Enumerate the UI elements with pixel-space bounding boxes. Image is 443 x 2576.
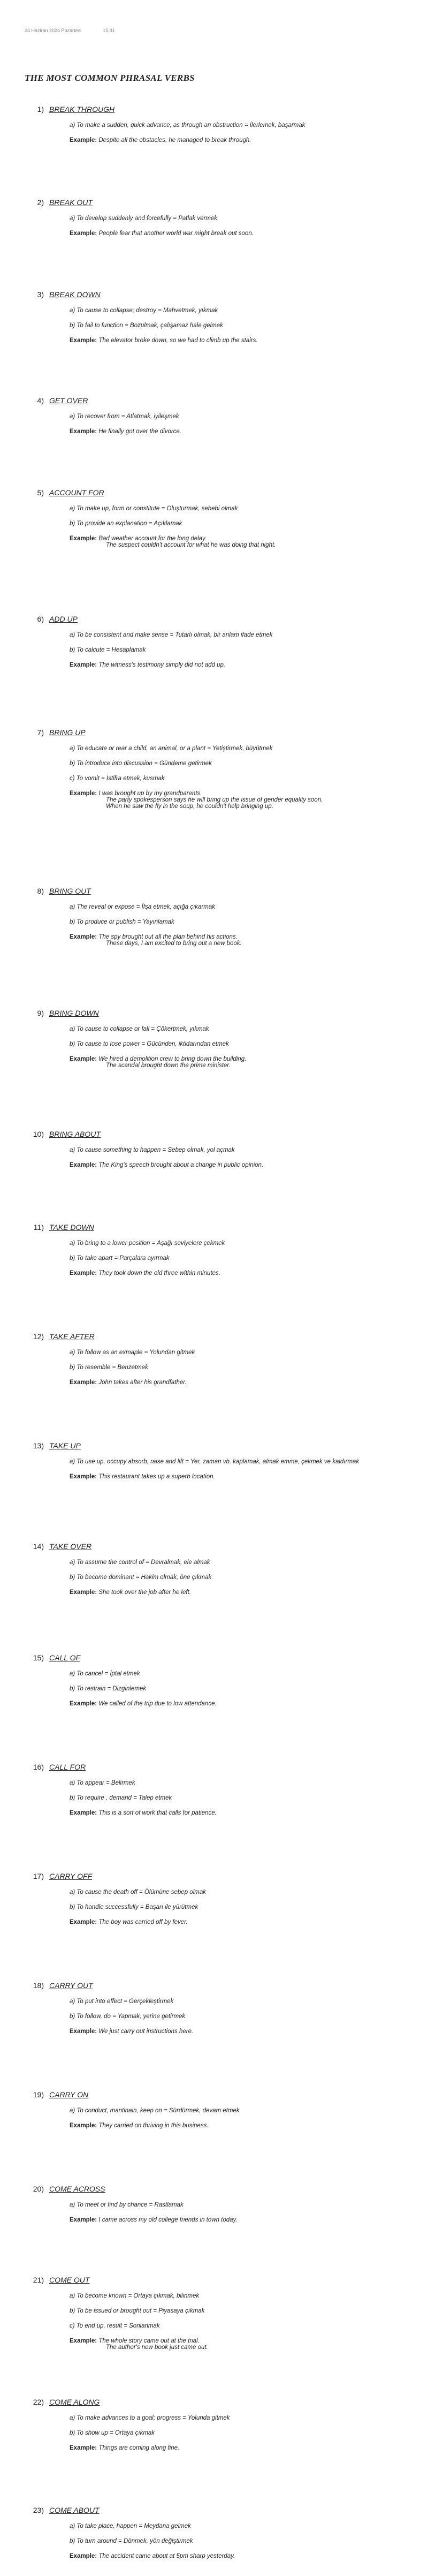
entry-number: 17) <box>33 1872 44 1880</box>
entry-number: 1) <box>37 105 44 114</box>
entry-heading <box>29 396 418 405</box>
entry-definition: a) To recover from = Atlatmak, iyileşmek <box>70 413 179 420</box>
entry-definition: a) To make a sudden, quick advance, as through an obstruction = İlerlemek, başarmak <box>70 122 305 129</box>
phrasal-verb-entry <box>25 1009 418 1069</box>
entry-definition: a) To assume the control of = Devralmak, ele almak <box>70 1559 210 1566</box>
entry-verb: COME ABOUT <box>49 2506 100 2514</box>
example-label: Example: <box>70 1162 97 1168</box>
entry-example <box>70 1701 418 1707</box>
entry-number: 2) <box>37 198 44 207</box>
entry-example <box>70 1589 418 1596</box>
entry-definition: c) To vomit = İstifra etmek, kusmak <box>70 775 165 782</box>
entry-heading <box>29 1009 418 1017</box>
entry-definition: a) To use up, occupy absorb, raise and lift = Yer, zaman vb. kaplamak, almak emme, çekmek ve kaldırmak <box>70 1459 360 1465</box>
entry-heading <box>29 1763 418 1771</box>
entry-number: 23) <box>33 2506 44 2514</box>
entry-definition: a) To develop suddenly and forcefully = Patlak vermek <box>70 215 218 222</box>
entry-verb: BREAK THROUGH <box>49 105 115 114</box>
phrasal-verb-entry <box>25 2506 418 2559</box>
entry-definition: b) To produce or publish = Yayınlamak <box>70 919 174 925</box>
example-sentence: They took down the old three within minutes. <box>97 1270 220 1276</box>
entry-definition: b) To resemble = Benzetmek <box>70 1364 148 1371</box>
example-label: Example: <box>70 662 97 668</box>
entry-number: 6) <box>37 615 44 623</box>
entry-example <box>70 2217 418 2223</box>
phrasal-verb-entry <box>25 2398 418 2451</box>
entry-example <box>70 934 418 947</box>
entry-definition: a) To meet or find by chance = Rastlamak <box>70 2202 184 2208</box>
phrasal-verb-entry <box>25 1223 418 1276</box>
entry-heading <box>29 2506 418 2514</box>
entry-definition: a) To cancel = İptal etmek <box>70 1671 140 1677</box>
phrasal-verb-entry <box>25 728 418 810</box>
entry-verb: TAKE OVER <box>49 1542 92 1551</box>
entry-definition: a) To cause to collapse; destroy = Mahvetmek, yıkmak <box>70 307 218 314</box>
entry-example <box>70 662 418 668</box>
entry-definition: a) To educate or rear a child, an animal, or a plant = Yetiştirmek, büyütmek <box>70 745 273 752</box>
example-sentence: The elevator broke down, so we had to climb up the stairs. <box>97 337 258 344</box>
example-sentence: The suspect couldn't account for what he was doing that night. <box>106 542 276 548</box>
example-sentence: The spy brought out all the plan behind his actions. <box>97 934 238 940</box>
entry-definition: b) To take apart = Parçalara ayırmak <box>70 1255 170 1261</box>
entry-definition: a) To cause the death off = Ölümüne sebep olmak <box>70 1889 206 1895</box>
entry-example <box>70 1270 418 1276</box>
entry-example <box>70 2445 418 2451</box>
entry-example <box>70 2553 418 2559</box>
example-label: Example: <box>70 2553 97 2559</box>
entry-verb: BRING OUT <box>49 887 91 895</box>
example-sentence: The party spokesperson says he will bring up the issue of gender equality soon. <box>106 797 323 803</box>
entry-verb: TAKE UP <box>49 1441 81 1450</box>
entry-definition: b) To turn around = Dönmek, yön değiştirmek <box>70 2538 193 2544</box>
phrasal-verb-entry <box>25 887 418 947</box>
phrasal-verb-entry <box>25 2090 418 2129</box>
entry-definition: b) To cause to lose power = Gücünden, iktidarından etmek <box>70 1041 229 1047</box>
entry-number: 20) <box>33 2185 44 2193</box>
entry-definition: b) To show up = Ortaya çıkmak <box>70 2430 155 2436</box>
entry-verb: TAKE DOWN <box>49 1223 94 1232</box>
phrasal-verb-entry <box>25 1872 418 1925</box>
entry-number: 7) <box>37 728 44 737</box>
example-sentence: I came across my old college friends in town today. <box>97 2217 238 2223</box>
entry-definition: a) To put into effect = Gerçekleştirmek <box>70 1998 174 2005</box>
example-label: Example: <box>70 1056 97 1062</box>
phrasal-verb-entry <box>25 290 418 344</box>
entry-heading <box>29 198 418 207</box>
entry-number: 10) <box>33 1130 44 1138</box>
entry-number: 19) <box>33 2090 44 2099</box>
example-sentence: The witness's testimony simply did not add up. <box>97 662 226 668</box>
entry-example <box>70 1474 418 1480</box>
entry-definition: b) To restrain = Dizginlemek <box>70 1686 147 1692</box>
phrasal-verb-entry <box>25 396 418 435</box>
entry-verb: BREAK OUT <box>49 198 93 207</box>
example-label: Example: <box>70 934 97 940</box>
entry-definition: b) To provide an explanation = Açıklamak <box>70 520 182 527</box>
phrasal-verb-entry <box>25 1653 418 1707</box>
example-sentence: John takes after his grandfather. <box>97 1379 187 1386</box>
entry-number: 5) <box>37 488 44 497</box>
entry-heading <box>29 2398 418 2406</box>
entry-heading <box>29 2276 418 2284</box>
entry-definition: a) To appear = Belirmek <box>70 1780 135 1786</box>
entry-definition: a) To follow as an exmaple = Yolundan gitmek <box>70 1349 195 1356</box>
example-label: Example: <box>70 2217 97 2223</box>
example-sentence: Bad weather account for the long delay. <box>97 535 207 542</box>
entry-definition: a) To become known = Ortaya çıkmak, bilinmek <box>70 2293 200 2299</box>
example-sentence: People fear that another world war might break out soon. <box>97 230 254 237</box>
example-label: Example: <box>70 790 97 797</box>
example-sentence: When he saw the fly in the soup, he couldn't help bringing up. <box>106 803 273 810</box>
phrasal-verb-entry <box>25 1763 418 1816</box>
entry-heading <box>29 105 418 114</box>
entry-definition: b) To become dominant = Hakim olmak, öne çıkmak <box>70 1574 212 1581</box>
example-sentence: I was brought up by my grandparents. <box>97 790 202 797</box>
entry-example <box>70 1056 418 1069</box>
entry-example <box>70 790 418 810</box>
entry-verb: BREAK DOWN <box>49 290 101 299</box>
entry-number: 11) <box>33 1223 44 1232</box>
example-label: Example: <box>70 1379 97 1386</box>
example-sentence: The King's speech brought about a change in public opinion. <box>97 1162 264 1168</box>
example-sentence: We called of the trip due to low attendance. <box>97 1701 217 1707</box>
entry-verb: CARRY OFF <box>49 1872 93 1880</box>
entry-definition: a) To bring to a lower position = Aşağı seviyelere çekmek <box>70 1240 225 1247</box>
example-label: Example: <box>70 1474 97 1480</box>
entry-verb: TAKE AFTER <box>49 1332 95 1341</box>
phrasal-verb-entry <box>25 2185 418 2223</box>
entry-verb: COME OUT <box>49 2276 90 2284</box>
entry-definition: a) To take place, happen = Meydana gelmek <box>70 2523 191 2529</box>
entry-definition: b) To calcute = Hesaplamak <box>70 647 146 653</box>
example-sentence: The accident came about at 5pm sharp yesterday. <box>97 2553 235 2559</box>
entry-example <box>70 137 418 143</box>
example-label: Example: <box>70 230 97 237</box>
entry-example <box>70 1919 418 1925</box>
example-label: Example: <box>70 1810 97 1816</box>
example-sentence: The boy was carried off by fever. <box>97 1919 188 1925</box>
entry-definition: a) To make advances to a goal; progress = Yolunda gitmek <box>70 2415 230 2421</box>
example-label: Example: <box>70 1270 97 1276</box>
entry-definition: c) To end up, result = Sonlanmak <box>70 2323 160 2329</box>
entry-verb: COME ACROSS <box>49 2185 105 2193</box>
entry-verb: CALL FOR <box>49 1763 86 1771</box>
entry-definition: b) To be issued or brought out = Piyasaya çıkmak <box>70 2308 205 2314</box>
entry-definition: b) To introduce into discussion = Gündeme getirmek <box>70 760 212 767</box>
entry-heading <box>29 1223 418 1232</box>
entry-heading <box>29 1441 418 1450</box>
entry-heading <box>29 1332 418 1341</box>
entry-definition: a) To conduct, mantinain, keep on = Sürdürmek, devam etmek <box>70 2107 240 2114</box>
entry-number: 4) <box>37 396 44 405</box>
example-label: Example: <box>70 137 97 143</box>
example-sentence: They carried on thriving in this business. <box>97 2122 209 2129</box>
entry-heading <box>29 1872 418 1880</box>
entry-heading <box>29 1981 418 1990</box>
phrasal-verb-entry <box>25 1441 418 1480</box>
entry-heading <box>29 728 418 737</box>
entry-example <box>70 337 418 344</box>
entry-heading <box>29 290 418 299</box>
entry-example <box>70 535 418 548</box>
entry-example <box>70 1162 418 1168</box>
entry-number: 3) <box>37 290 44 299</box>
phrasal-verb-entry <box>25 1332 418 1386</box>
entry-verb: CARRY OUT <box>49 1981 93 1990</box>
page-header <box>25 28 418 33</box>
example-label: Example: <box>70 1919 97 1925</box>
entry-heading <box>29 1653 418 1662</box>
entry-heading <box>29 615 418 623</box>
example-label: Example: <box>70 2445 97 2451</box>
phrasal-verb-entry <box>25 1542 418 1596</box>
entry-verb: CARRY ON <box>49 2090 89 2099</box>
entry-definition: a) To cause to collapse or fall = Çökertmek, yıkmak <box>70 1026 209 1032</box>
entry-number: 21) <box>33 2276 44 2284</box>
example-sentence: The scandal brought down the prime minister. <box>106 1062 231 1069</box>
entry-verb: COME ALONG <box>49 2398 100 2406</box>
entry-verb: GET OVER <box>49 396 88 405</box>
entry-example <box>70 2122 418 2129</box>
entry-example <box>70 428 418 435</box>
phrasal-verb-entry <box>25 1981 418 2035</box>
entry-example <box>70 1379 418 1386</box>
example-sentence: We hired a demolition crew to bring down the building. <box>97 1056 247 1062</box>
example-sentence: The author's new book just came out. <box>106 2344 208 2351</box>
example-label: Example: <box>70 428 97 435</box>
entry-definition: a) The reveal or expose = İfşa etmek, açığa çıkarmak <box>70 904 215 910</box>
entry-definition: b) To handle successfully = Başarı ile yürütmek <box>70 1904 198 1910</box>
example-label: Example: <box>70 2028 97 2035</box>
entry-heading <box>29 1130 418 1138</box>
entry-example <box>70 1810 418 1816</box>
entry-number: 18) <box>33 1981 44 1990</box>
example-label: Example: <box>70 2122 97 2129</box>
entry-definition: a) To be consistent and make sense = Tutarlı olmak, bir anlam ifade etmek <box>70 632 273 638</box>
entry-example <box>70 2028 418 2035</box>
entry-definition: a) To make up, form or constitute = Oluşturmak, sebebi olmak <box>70 505 238 512</box>
entry-heading <box>29 887 418 895</box>
example-sentence: We just carry out instructions here. <box>97 2028 194 2035</box>
phrasal-verb-entry <box>25 105 418 143</box>
entry-definition: b) To fail to function = Bozulmak, çalışamaz hale gelmek <box>70 322 223 329</box>
entry-example <box>70 230 418 237</box>
entry-verb: ADD UP <box>49 615 78 623</box>
entry-number: 9) <box>37 1009 44 1017</box>
header-date: 24 Haziran 2024 Pazartesi <box>25 28 82 33</box>
example-label: Example: <box>70 1589 97 1596</box>
example-sentence: These days, I am excited to bring out a new book. <box>106 940 242 947</box>
header-time: 15:31 <box>103 28 115 33</box>
entry-number: 8) <box>37 887 44 895</box>
entry-definition: a) To cause something to happen = Sebep olmak, yol açmak <box>70 1147 235 1153</box>
example-label: Example: <box>70 2338 97 2344</box>
example-sentence: Despite all the obstacles, he managed to break through. <box>97 137 251 143</box>
phrasal-verb-entry <box>25 198 418 237</box>
phrasal-verb-entry <box>25 488 418 548</box>
document-title: THE MOST COMMON PHRASAL VERBS <box>25 73 195 83</box>
example-sentence: The whole story came out at the trial. <box>97 2338 200 2344</box>
entry-verb: CALL OF <box>49 1653 81 1662</box>
example-sentence: Things are coming along fine. <box>97 2445 180 2451</box>
entry-heading <box>29 2090 418 2099</box>
entry-heading <box>29 1542 418 1551</box>
example-label: Example: <box>70 535 97 542</box>
entry-verb: ACCOUNT FOR <box>49 488 104 497</box>
entry-definition: b) To require , demand = Talep etmek <box>70 1795 172 1801</box>
example-label: Example: <box>70 1701 97 1707</box>
phrasal-verb-entry <box>25 2276 418 2351</box>
phrasal-verb-entry <box>25 1130 418 1168</box>
example-sentence: She took over the job after he left. <box>97 1589 191 1596</box>
phrasal-verb-entry <box>25 615 418 668</box>
entry-number: 16) <box>33 1763 44 1771</box>
entry-number: 14) <box>33 1542 44 1551</box>
entry-verb: BRING ABOUT <box>49 1130 101 1138</box>
entry-definition: b) To follow, do = Yapmak, yerine getirmek <box>70 2013 186 2020</box>
example-sentence: He finally got over the divorce. <box>97 428 182 435</box>
entry-verb: BRING DOWN <box>49 1009 99 1017</box>
entry-heading <box>29 488 418 497</box>
entry-number: 15) <box>33 1653 44 1662</box>
entry-verb: BRING UP <box>49 728 86 737</box>
entry-number: 12) <box>33 1332 44 1341</box>
example-label: Example: <box>70 337 97 344</box>
example-sentence: This is a sort of work that calls for patience. <box>97 1810 217 1816</box>
entry-number: 13) <box>33 1441 44 1450</box>
entry-heading <box>29 2185 418 2193</box>
example-sentence: This restaurant takes up a superb location. <box>97 1474 215 1480</box>
entry-example <box>70 2338 418 2351</box>
entry-number: 22) <box>33 2398 44 2406</box>
